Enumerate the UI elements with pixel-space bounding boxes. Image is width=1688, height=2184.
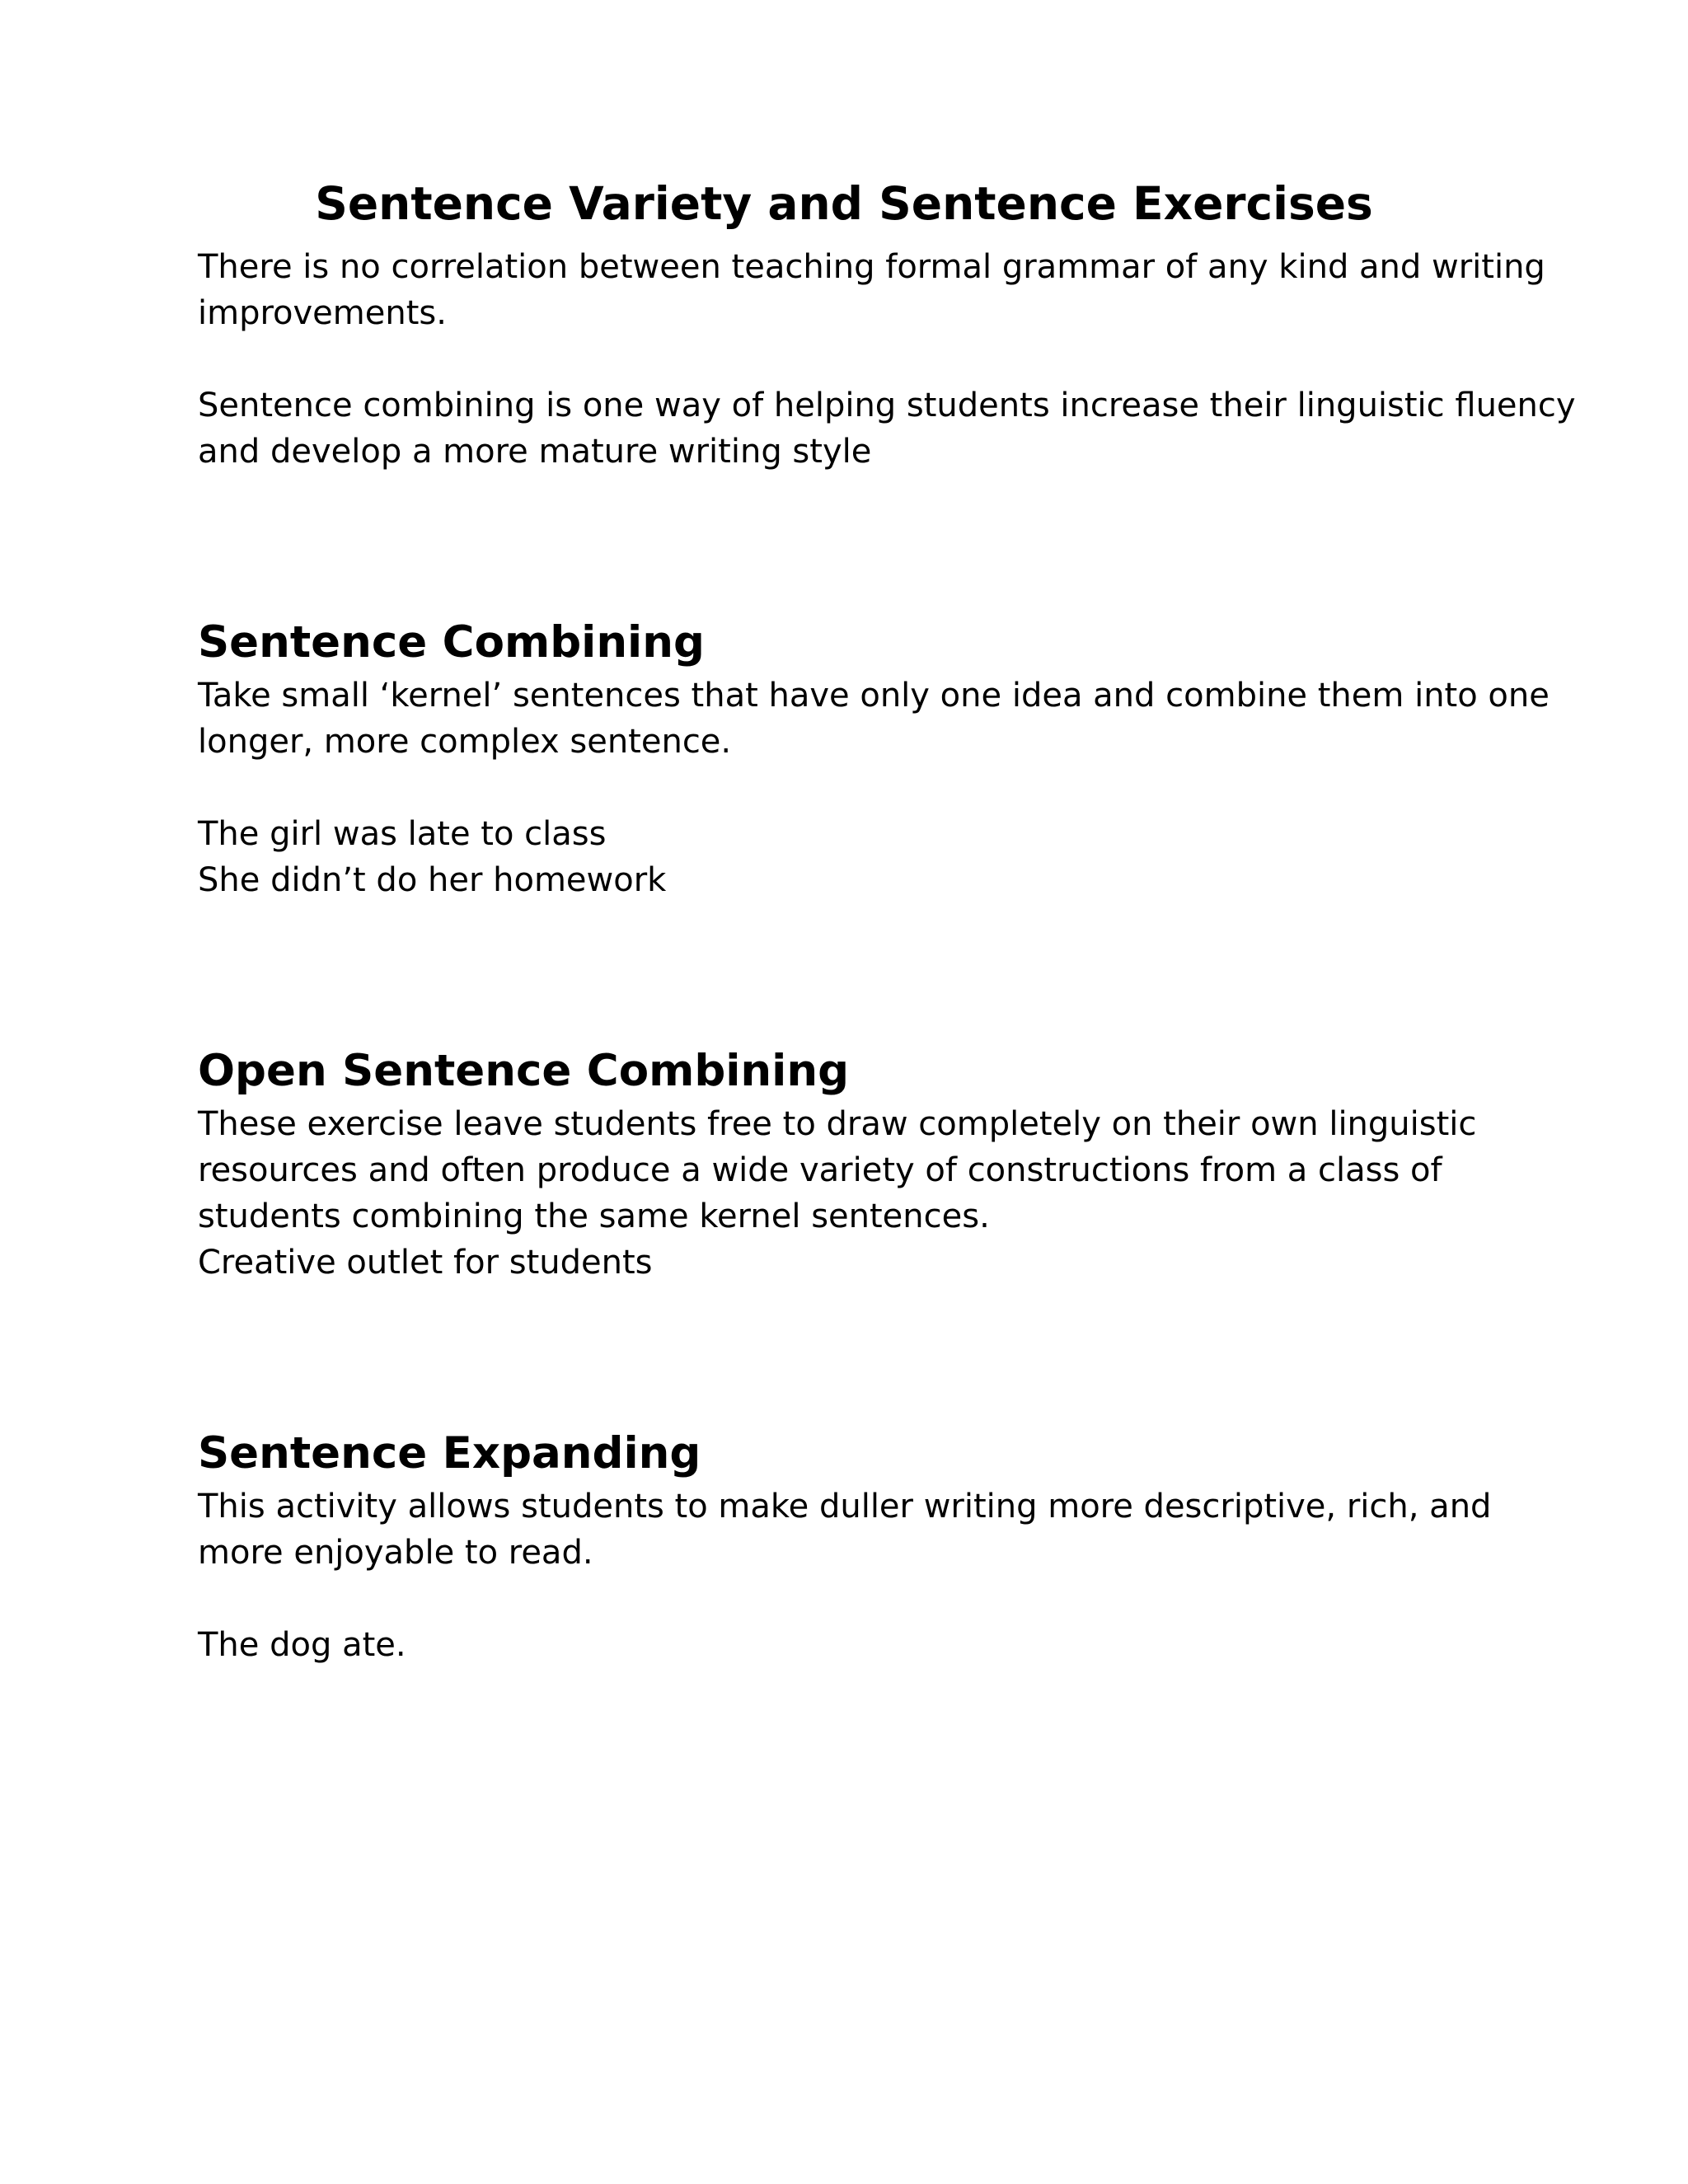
sentence-combining-example-2: She didn’t do her homework — [198, 861, 667, 899]
sentence-expanding-description-line-2: more enjoyable to read. — [198, 1534, 593, 1572]
section-heading-sentence-combining: Sentence Combining — [198, 617, 705, 668]
open-sentence-combining-line-1: These exercise leave students free to draw completely on their own linguistic — [198, 1105, 1477, 1143]
intro-paragraph-2-line-2: and develop a more mature writing style — [198, 433, 872, 471]
section-heading-sentence-expanding: Sentence Expanding — [198, 1428, 701, 1479]
sentence-expanding-description-line-1: This activity allows students to make duller writing more descriptive, rich, and — [198, 1488, 1492, 1526]
sentence-combining-description-line-2: longer, more complex sentence. — [198, 723, 732, 761]
intro-paragraph-1-line-1: There is no correlation between teaching formal grammar of any kind and writing — [198, 248, 1545, 286]
intro-paragraph-2-line-1: Sentence combining is one way of helping students increase their linguistic fluency — [198, 387, 1576, 424]
sentence-expanding-description — [198, 1483, 1500, 1576]
sentence-combining-description — [198, 673, 1550, 765]
sentence-expanding-example-1: The dog ate. — [198, 1626, 406, 1664]
section-heading-open-sentence-combining: Open Sentence Combining — [198, 1046, 850, 1096]
intro-paragraph-1 — [198, 244, 1545, 336]
sentence-combining-description-line-1: Take small ‘kernel’ sentences that have only one idea and combine them into one — [198, 677, 1550, 715]
sentence-combining-examples — [198, 811, 1500, 903]
intro-paragraph-1-line-2: improvements. — [198, 294, 447, 332]
sentence-expanding-example — [198, 1622, 1500, 1668]
open-sentence-combining-line-4: Creative outlet for students — [198, 1244, 653, 1282]
sentence-combining-example-1: The girl was late to class — [198, 815, 607, 853]
open-sentence-combining-line-2: resources and often produce a wide variety of constructions from a class of — [198, 1151, 1442, 1189]
open-sentence-combining-line-3: students combining the same kernel sentences. — [198, 1197, 990, 1235]
intro-paragraph-2 — [198, 382, 1576, 475]
open-sentence-combining-description — [198, 1101, 1500, 1286]
document-title: Sentence Variety and Sentence Exercises — [315, 176, 1373, 230]
